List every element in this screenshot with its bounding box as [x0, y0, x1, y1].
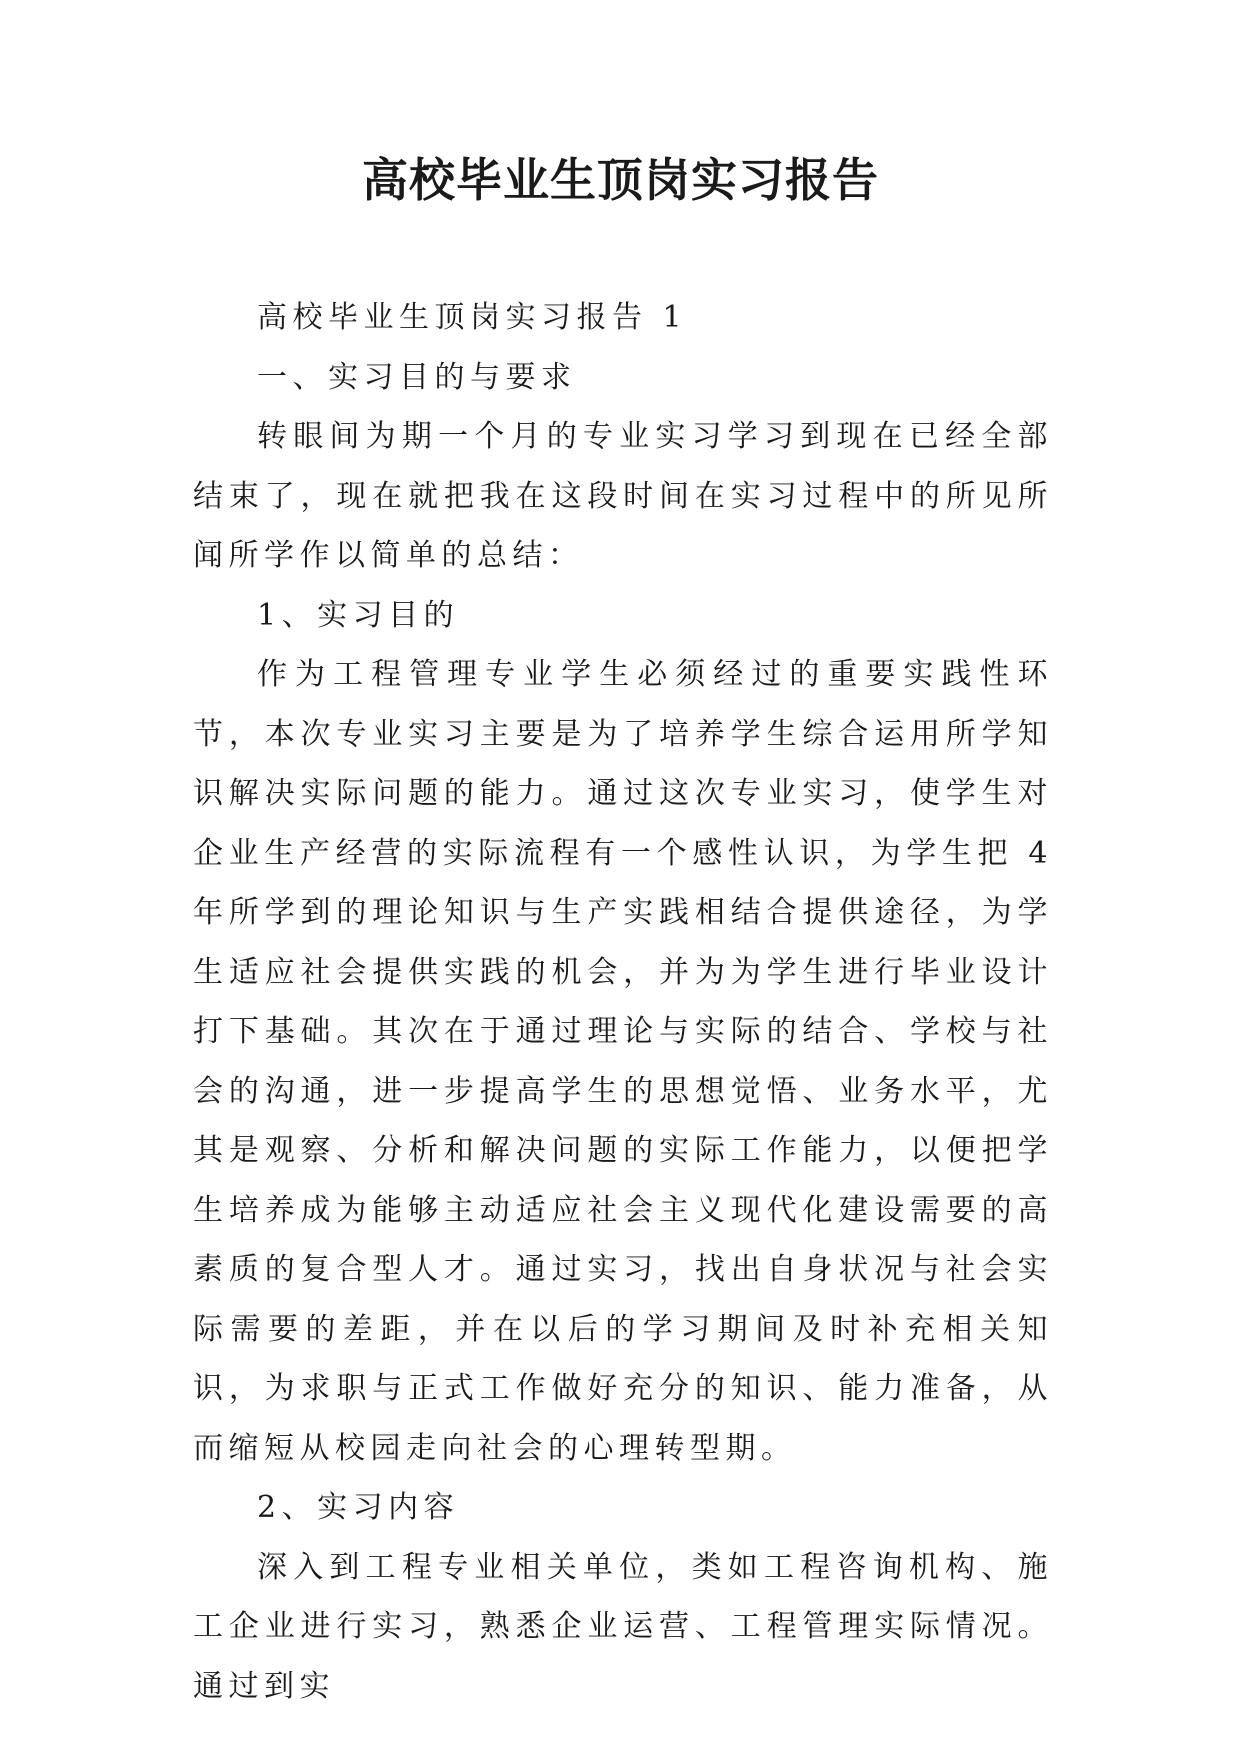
intro-paragraph: 转眼间为期一个月的专业实习学习到现在已经全部结束了，现在就把我在这段时间在实习过程中的所见所闻所学作以简单的总结：: [193, 419, 1053, 573]
document-body: [193, 288, 1053, 1716]
report-heading: 高校毕业生顶岗实习报告 1: [257, 300, 688, 335]
subsection-heading-purpose: 1、实习目的: [257, 597, 460, 633]
document-title: 高校毕业生顶岗实习报告: [362, 153, 879, 207]
section-heading-purpose-requirements: 一、实习目的与要求: [257, 359, 577, 395]
subsection-heading-content: 2、实习内容: [257, 1490, 460, 1525]
purpose-paragraph: 作为工程管理专业学生必须经过的重要实践性环节，本次专业实习主要是为了培养学生综合运用所学知识解决实际问题的能力。通过这次专业实习，使学生对企业生产经营的实际流程有一个感性认识，为学生把 4 年所学到的理论知识与生产实践相结合提供途径，为学生适应社会提供实践的机会，并为为学生进行毕业设计打下基础。其次在于通过理论与实际的结合、学校与社会的沟通，进一步提高学生的思想觉悟、业务水平，尤其是观察、分析和解决问题的实际工作能力，以便把学生培养成为能够主动适应社会主义现代化建设需要的高素质的复合型人才。通过实习，找出自身状况与社会实际需要的差距，并在以后的学习期间及时补充相关知识，为求职与正式工作做好充分的知识、能力准备，从而缩短从校园走向社会的心理转型期。: [193, 657, 1053, 1466]
content-paragraph: 深入到工程专业相关单位，类如工程咨询机构、施工企业进行实习，熟悉企业运营、工程管理实际情况。通过到实: [193, 1549, 1053, 1704]
